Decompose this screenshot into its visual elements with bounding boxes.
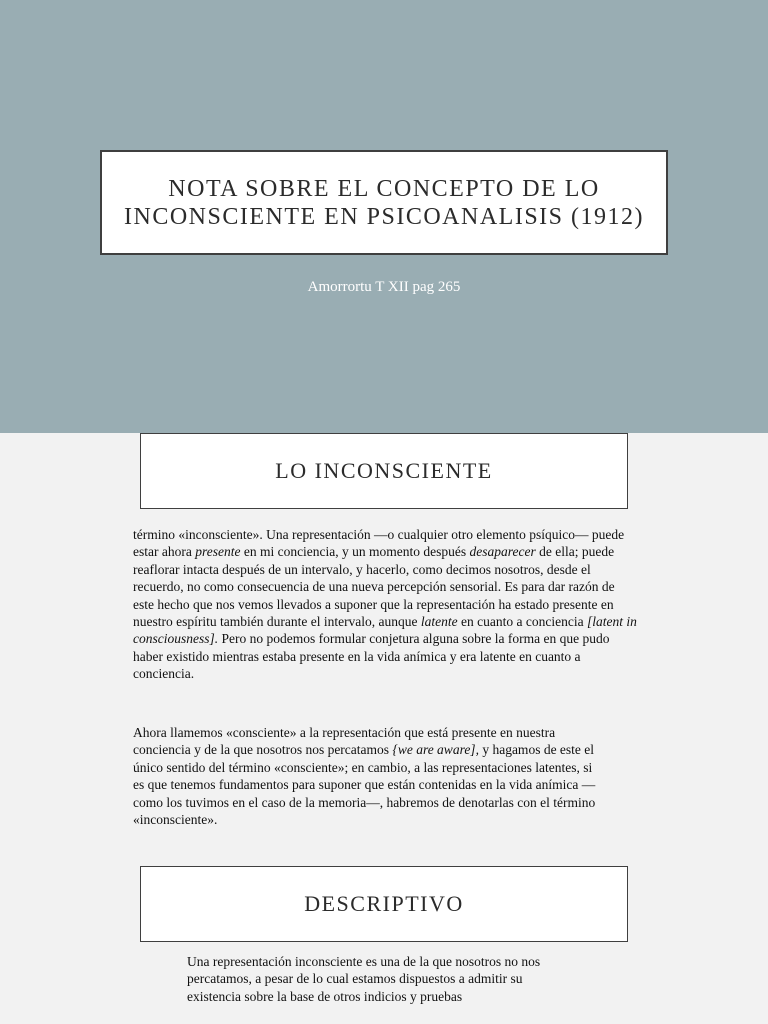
title-slide — [0, 0, 768, 433]
paragraph-latent-representation: término «inconsciente». Una representación —o cualquier otro elemento psíquico— puede estar ahora presente en mi conciencia, y un momento después desaparecer de ella; puede reaflorar intacta después de un intervalo, y hacerlo, como decimos nosotros, desde el recuerdo, no como consecuencia de una nueva percepción sensorial. Es para dar razón de este hecho que nos vemos llevados a suponer que la representación ha estado presente en nuestro espíritu también durante el intervalo, aunque latente en cuanto a conciencia [latent in consciousness]. Pero no podemos formular conjetura alguna sobre la forma en que pudo haber existido mientras estaba presente en la vida anímica y era latente en cuanto a conciencia. — [133, 527, 637, 682]
title-box — [100, 150, 668, 255]
section-heading-box — [140, 433, 628, 509]
section-heading-descriptivo: DESCRIPTIVO — [304, 891, 464, 916]
paragraph-consciente-definition: Ahora llamemos «consciente» a la representación que está presente en nuestra conciencia y de la que nosotros nos percatamos {we are aware], y hagamos de este el único sentido del término «consciente»; en cambio, a las representaciones latentes, si es que tenemos fundamentos para suponer que están contenidas en la vida anímica —como los tuvimos en el caso de la memoria—, habremos de denotarlas con el término «inconsciente». — [133, 725, 596, 828]
section-heading-box — [140, 866, 628, 942]
section-heading-lo-inconsciente: LO INCONSCIENTE — [275, 458, 493, 483]
page-subtitle: Amorrortu T XII pag 265 — [307, 279, 461, 295]
page-title: NOTA SOBRE EL CONCEPTO DE LO INCONSCIENTE EN PSICOANALISIS (1912) — [124, 175, 644, 230]
paragraph-descriptivo: Una representación inconsciente es una de la que nosotros no nos percatamos, a pesar de lo cual estamos dispuestos a admitir su existencia sobre la base de otros indicios y pruebas — [187, 954, 541, 1004]
